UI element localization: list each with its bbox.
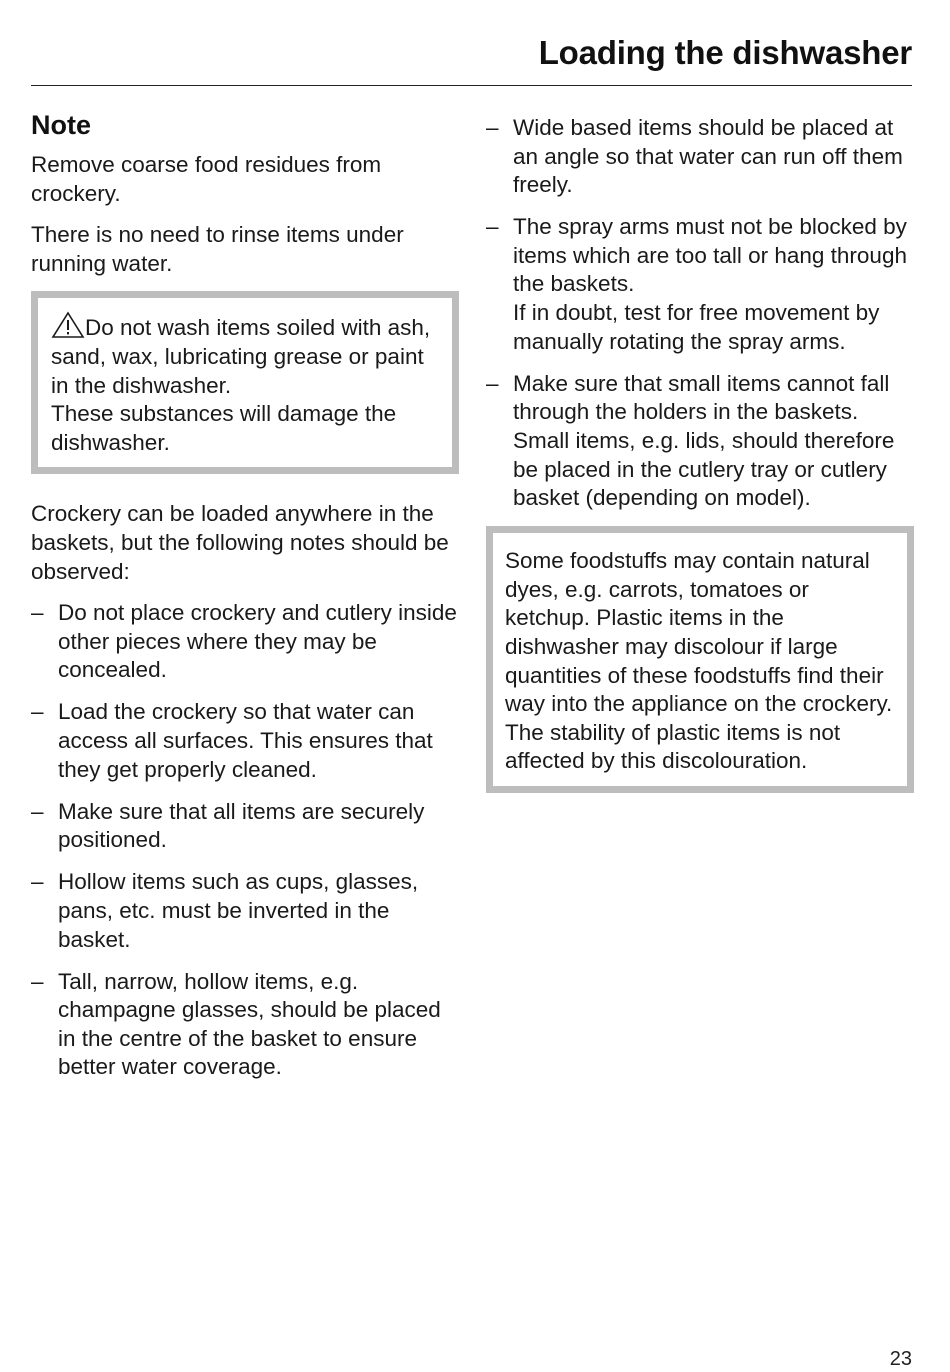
dash-bullet: – — [31, 968, 44, 994]
list-item-text: Wide based items should be placed at an angle so that water can run off them freely. — [513, 115, 903, 198]
warning-triangle-icon — [51, 311, 85, 339]
dash-bullet: – — [486, 115, 499, 140]
right-column — [486, 114, 914, 793]
note-paragraph-1: Remove coarse food residues from crockery. — [31, 152, 382, 206]
right-list — [486, 114, 914, 513]
list-item-text: Make sure that small items cannot fall through the holders in the baskets. Small items, e.g. lids, should therefore be placed in the cutlery tray or cutlery basket (depending on model). — [513, 370, 895, 511]
list-item-text: Load the crockery so that water can access all surfaces. This ensures that they get properly cleaned. — [58, 699, 433, 782]
warning-text-block — [51, 311, 440, 457]
info-box — [486, 526, 914, 793]
intro-paragraph: Crockery can be loaded anywhere in the baskets, but the following notes should be observed: — [31, 501, 449, 584]
note-heading: Note — [31, 110, 91, 140]
dash-bullet: – — [486, 214, 499, 240]
warning-text: Do not wash items soiled with ash, sand, wax, lubricating grease or paint in the dishwasher. These substances will damage the dishwasher. — [51, 315, 431, 455]
list-item — [486, 213, 914, 356]
dash-bullet: – — [31, 869, 44, 895]
list-item — [31, 798, 459, 855]
header-divider — [31, 85, 912, 86]
left-column — [31, 110, 459, 1096]
info-box-text: Some foodstuffs may contain natural dyes, e.g. carrots, tomatoes or ketchup. Plastic items in the dishwasher may discolour if large quantities of these foodstuffs find their way into the appliance on the crockery. The stability of plastic items is not affected by this discolouration. — [505, 548, 893, 774]
page-number: 23 — [889, 1348, 912, 1370]
list-item — [31, 599, 459, 685]
list-item-text: Tall, narrow, hollow items, e.g. champagne glasses, should be placed in the centre of the basket to ensure better water coverage. — [58, 968, 441, 1080]
list-item — [31, 868, 459, 954]
dash-bullet: – — [31, 600, 44, 626]
list-item — [486, 370, 914, 513]
list-item — [31, 698, 459, 784]
list-item-text: Do not place crockery and cutlery inside other pieces where they may be concealed. — [58, 600, 457, 683]
list-item-text: Hollow items such as cups, glasses, pans, etc. must be inverted in the basket. — [58, 869, 419, 952]
note-paragraph-2: There is no need to rinse items under running water. — [31, 222, 404, 276]
dash-bullet: – — [486, 370, 499, 396]
list-item — [486, 114, 914, 200]
page-title: Loading the dishwasher — [538, 34, 912, 71]
warning-box — [31, 291, 459, 474]
list-item — [31, 968, 459, 1082]
dash-bullet: – — [31, 699, 44, 725]
dash-bullet: – — [31, 798, 44, 824]
list-item-text: Make sure that all items are securely positioned. — [58, 798, 425, 853]
left-list — [31, 599, 459, 1082]
list-item-text: The spray arms must not be blocked by items which are too tall or hang through the baskets. If in doubt, test for free movement by manually rotating the spray arms. — [513, 214, 907, 354]
